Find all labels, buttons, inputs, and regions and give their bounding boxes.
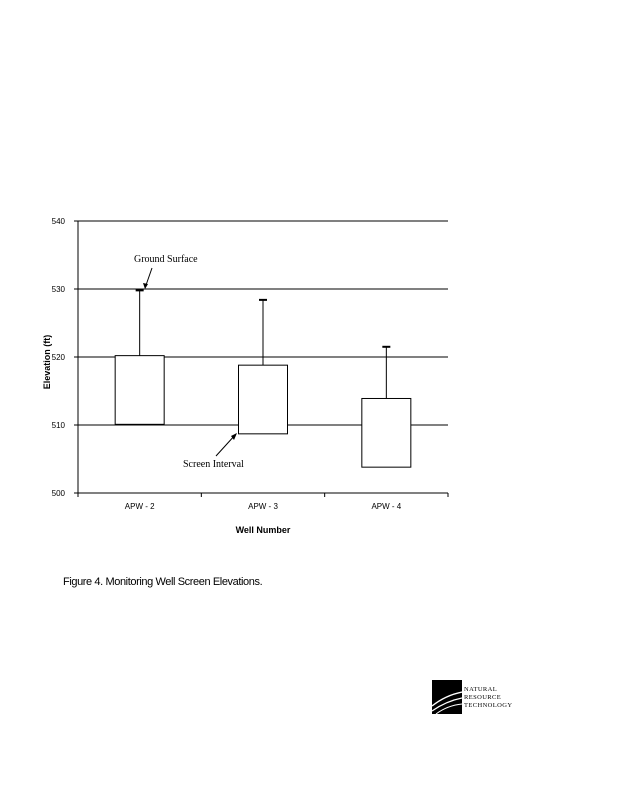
x-tick-label-2: APW - 3 bbox=[248, 502, 278, 511]
logo-text-line-1: NATURAL bbox=[464, 686, 498, 693]
y-axis-label: Elevation (ft) bbox=[42, 334, 52, 390]
figure-caption: Figure 4. Monitoring Well Screen Elevations. bbox=[63, 576, 263, 588]
logo-text-line-3: TECHNOLOGY bbox=[464, 702, 513, 709]
boxes bbox=[115, 290, 411, 467]
x-tick-label-1: APW - 2 bbox=[124, 502, 155, 511]
logo-text-line-2: RESOURCE bbox=[464, 694, 502, 701]
y-tick-label-520: 520 bbox=[51, 353, 65, 362]
logo-mark-icon bbox=[432, 680, 462, 714]
annotation-ground-surface-label: Ground Surface bbox=[134, 254, 198, 265]
screen-interval-box-1 bbox=[115, 356, 164, 425]
annotation-ground-surface-arrowhead bbox=[143, 283, 148, 289]
company-logo bbox=[432, 680, 542, 716]
annotation-ground-surface bbox=[134, 254, 198, 289]
y-tick-label-510: 510 bbox=[51, 421, 65, 430]
annotation-screen-interval-label: Screen Interval bbox=[183, 459, 244, 470]
screen-interval-box-3 bbox=[362, 398, 411, 467]
x-axis-label: Well Number bbox=[235, 525, 291, 535]
y-tick-label-500: 500 bbox=[51, 489, 65, 498]
y-tick-label-540: 540 bbox=[51, 217, 65, 226]
y-tick-label-530: 530 bbox=[51, 285, 65, 294]
annotation-screen-interval bbox=[183, 433, 244, 470]
logo-text bbox=[464, 686, 512, 710]
x-tick-label-3: APW - 4 bbox=[371, 502, 402, 511]
screen-interval-box-2 bbox=[239, 365, 288, 434]
